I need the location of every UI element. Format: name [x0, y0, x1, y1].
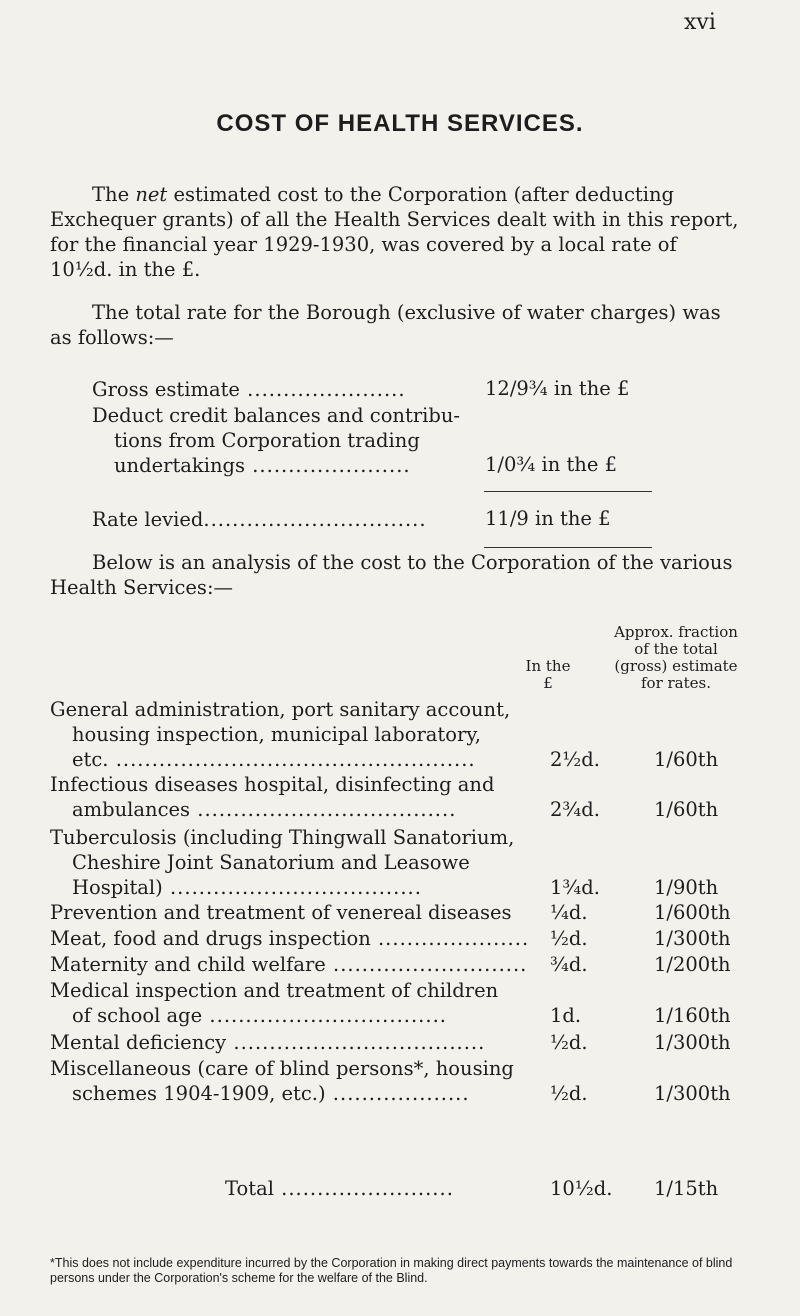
table-row: [50, 978, 750, 1028]
row-amount: ½d.: [550, 1031, 588, 1054]
row-label-line: Medical inspection and treatment of children: [50, 979, 499, 1002]
row-amount: ½d.: [550, 1082, 588, 1105]
row-label-line: Tuberculosis (including Thingwall Sanatorium,: [50, 826, 515, 849]
row-label: Prevention and treatment of venereal diseases: [50, 901, 512, 924]
deduct-label-text: undertakings: [114, 454, 246, 477]
total-label-text: Total: [225, 1177, 274, 1200]
fraction-header-line: for rates.: [640, 674, 711, 692]
leader-dots: ........................: [273, 1177, 454, 1200]
row-label: [50, 825, 550, 900]
intro-emphasis: net: [135, 183, 168, 206]
leader-dots: ...................................: [162, 876, 422, 899]
row-label: [50, 952, 550, 977]
row-label-line: [50, 875, 550, 900]
row-amount: ¼d.: [550, 901, 588, 924]
leader-dots: .................................: [202, 1004, 447, 1027]
row-label-text: of school age: [72, 1004, 203, 1027]
row-label: [50, 926, 550, 951]
row-fraction: 1/160th: [654, 1004, 731, 1027]
table-row: [50, 952, 750, 977]
row-fraction: 1/200th: [654, 953, 731, 976]
footnote: *This does not include expenditure incurred by the Corporation in making direct payments towards the maintenance of blind persons under the Corporation's scheme for the welfare of the Blind.: [50, 1255, 733, 1285]
table-row: [50, 825, 750, 900]
row-amount: 2¾d.: [550, 798, 600, 821]
row-label-text: Maternity and child welfare: [50, 953, 326, 976]
row-label-text: schemes 1904-1909, etc.): [72, 1082, 326, 1105]
table-row: [50, 926, 750, 951]
leader-dots: ..................................................: [108, 748, 476, 771]
deduct-line-3: [114, 453, 411, 478]
rate-levied-value: 11/9 in the £: [485, 507, 611, 530]
gross-estimate-value: 12/9¾ in the £: [485, 377, 630, 400]
row-label-line: housing inspection, municipal laboratory,: [72, 723, 481, 746]
row-label-line: [50, 1003, 550, 1028]
row-fraction: 1/300th: [654, 1082, 731, 1105]
table-row: [50, 900, 750, 925]
total-label: [225, 1176, 550, 1201]
deduct-value: 1/0¾ in the £: [485, 453, 618, 476]
leader-dots: ......................: [245, 454, 411, 477]
row-amount: ¾d.: [550, 953, 588, 976]
table-row: [50, 697, 750, 772]
total-amount: 10½d.: [550, 1177, 613, 1200]
row-label-line: Miscellaneous (care of blind persons*, housing: [50, 1057, 514, 1080]
page-title: COST OF HEALTH SERVICES.: [216, 110, 584, 137]
row-label-line: [50, 1081, 550, 1106]
intro-paragraph: [50, 182, 740, 282]
total-fraction: 1/15th: [654, 1177, 719, 1200]
row-label-line: [50, 797, 550, 822]
leader-dots: ......................: [239, 378, 406, 401]
table-row: [50, 1056, 750, 1106]
row-label: [50, 697, 550, 772]
leader-dots: ...................................: [226, 1031, 486, 1054]
page-number: xvi: [684, 10, 716, 35]
fraction-header-line: of the total: [634, 640, 718, 658]
deduct-line-1: Deduct credit balances and contribu-: [92, 404, 461, 427]
leader-dots: ....................................: [190, 798, 457, 821]
levied-label-text: Rate levied: [92, 508, 204, 531]
deduct-line-2: tions from Corporation trading: [114, 429, 420, 452]
row-label-text: etc.: [72, 748, 109, 771]
intro-text-after: estimated cost to the Corporation (after deducting Exchequer grants) of all the Health Services dealt with in this report, for the financial year 1929-1930, was covered by a local rate of 10½d. in the £.: [50, 183, 739, 281]
leader-dots: ...............................: [203, 508, 427, 531]
row-label: [50, 1030, 550, 1055]
total-rule: [484, 547, 652, 548]
amount-header-line: £: [543, 674, 553, 692]
row-amount: ½d.: [550, 927, 588, 950]
fraction-header-line: (gross) estimate: [614, 657, 738, 675]
row-fraction: 1/600th: [654, 901, 731, 924]
rate-paragraph: The total rate for the Borough (exclusive of water charges) was as follows:—: [50, 301, 721, 349]
fraction-column-header: [596, 624, 756, 692]
row-fraction: 1/300th: [654, 927, 731, 950]
row-label-text: ambulances: [72, 798, 191, 821]
row-label-line: [50, 747, 550, 772]
row-fraction: 1/90th: [654, 876, 719, 899]
row-label: [50, 772, 550, 822]
leader-dots: .....................: [370, 927, 530, 950]
total-row: [50, 1176, 750, 1201]
analysis-paragraph: Below is an analysis of the cost to the Corporation of the various Health Services:—: [50, 551, 733, 599]
fraction-header-line: Approx. fraction: [614, 623, 738, 641]
rate-levied-label: [92, 507, 427, 532]
row-fraction: 1/60th: [654, 748, 719, 771]
row-label-text: Mental deficiency: [50, 1031, 227, 1054]
amount-header-line: In the: [525, 657, 571, 675]
row-amount: 2½d.: [550, 748, 600, 771]
row-label-line: Infectious diseases hospital, disinfecting and: [50, 773, 495, 796]
amount-column-header: [508, 658, 588, 692]
row-label-line: Cheshire Joint Sanatorium and Leasowe: [72, 851, 470, 874]
row-label: [50, 978, 550, 1028]
row-label: [50, 1056, 550, 1106]
row-label-line: General administration, port sanitary account,: [50, 698, 511, 721]
leader-dots: ...........................: [325, 953, 528, 976]
table-row: [50, 772, 750, 822]
row-label-text: Hospital): [72, 876, 163, 899]
row-amount: 1¾d.: [550, 876, 600, 899]
intro-text-before: The: [92, 183, 136, 206]
subtotal-rule: [484, 491, 652, 492]
leader-dots: ...................: [325, 1082, 470, 1105]
row-fraction: 1/300th: [654, 1031, 731, 1054]
row-amount: 1d.: [550, 1004, 582, 1027]
table-row: [50, 1030, 750, 1055]
gross-label-text: Gross estimate: [92, 378, 240, 401]
gross-estimate-label: [92, 377, 406, 402]
row-label-text: Meat, food and drugs inspection: [50, 927, 371, 950]
row-fraction: 1/60th: [654, 798, 719, 821]
